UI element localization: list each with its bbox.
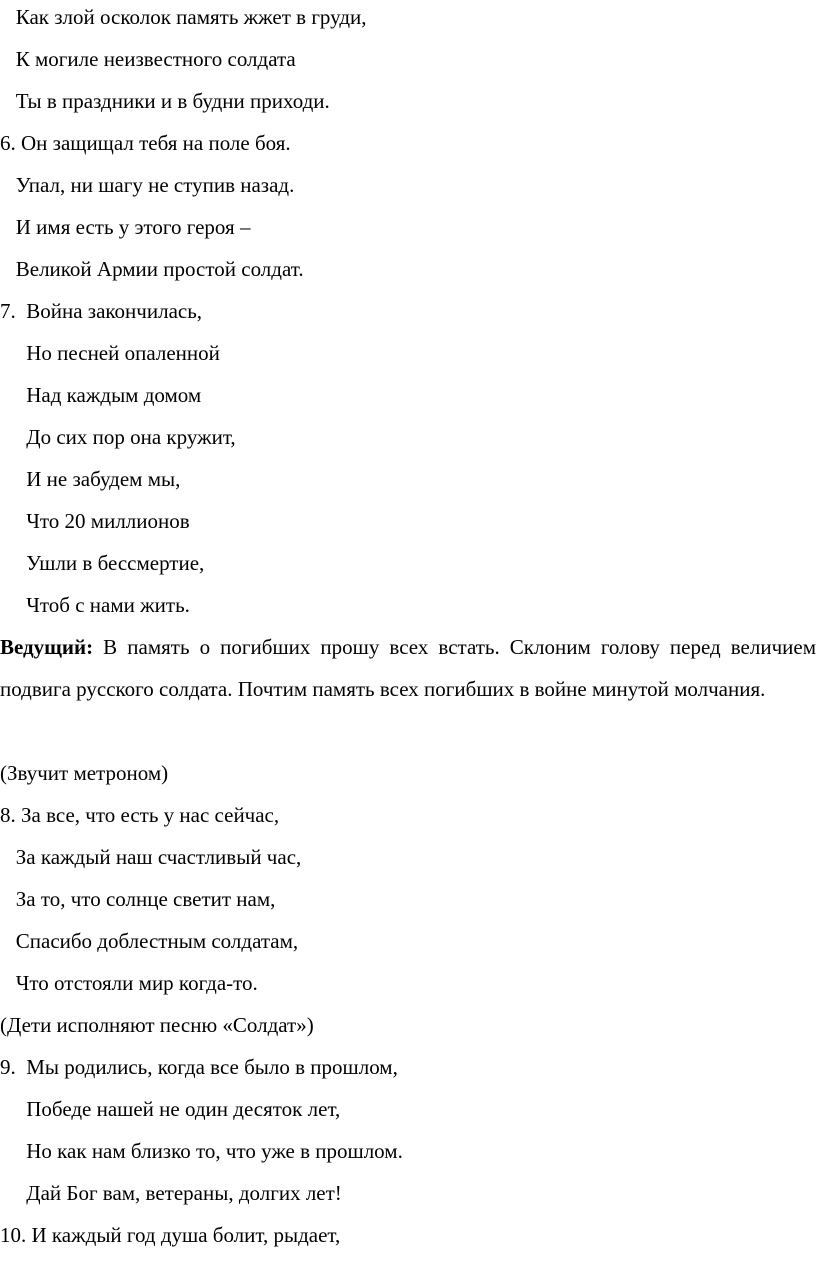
speaker-label: Ведущий: (0, 635, 94, 659)
speaker-text: В память о погибших прошу всех встать. Склоним голову перед величием подвига русского солдата. Почтим память всех погибших в войне минутой молчания. (0, 635, 816, 701)
poem-line: Спасибо доблестным солдатам, (0, 929, 299, 953)
poem-line: К могиле неизвестного солдата (0, 47, 296, 71)
poem-line: Ушли в бессмертие, (0, 551, 205, 575)
poem-line: И не забудем мы, (0, 467, 181, 491)
poem-line: И имя есть у этого героя – (0, 215, 251, 239)
poem-line: Но песней опаленной (0, 341, 220, 365)
poem-line: Над каждым домом (0, 383, 202, 407)
poem-line: Упал, ни шагу не ступив назад. (0, 173, 295, 197)
poem-line: 10. И каждый год душа болит, рыдает, (0, 1223, 341, 1247)
poem-line: За каждый наш счастливый час, (0, 845, 302, 869)
poem-line: Ты в праздники и в будни приходи. (0, 89, 330, 113)
stage-direction: (Дети исполняют песню «Солдат») (0, 1013, 314, 1037)
poem-line: Как злой осколок память жжет в груди, (0, 5, 367, 29)
host-speech-paragraph (0, 626, 816, 710)
poem-line: Победе нашей не один десяток лет, (0, 1097, 341, 1121)
poem-line: За то, что солнце светит нам, (0, 887, 276, 911)
poem-line: До сих пор она кружит, (0, 425, 236, 449)
stage-direction: (Звучит метроном) (0, 761, 169, 785)
poem-line: Но как нам близко то, что уже в прошлом. (0, 1139, 403, 1163)
poem-line: Дай Бог вам, ветераны, долгих лет! (0, 1181, 342, 1205)
poem-line: 9. Мы родились, когда все было в прошлом, (0, 1055, 398, 1079)
poem-line: 8. За все, что есть у нас сейчас, (0, 803, 280, 827)
poem-line: Что 20 миллионов (0, 509, 190, 533)
poem-line: Что отстояли мир когда-то. (0, 971, 258, 995)
poem-line: 7. Война закончилась, (0, 299, 203, 323)
poem-line: Великой Армии простой солдат. (0, 257, 304, 281)
poem-line: Чтоб с нами жить. (0, 593, 190, 617)
poem-line: 6. Он защищал тебя на поле боя. (0, 131, 291, 155)
